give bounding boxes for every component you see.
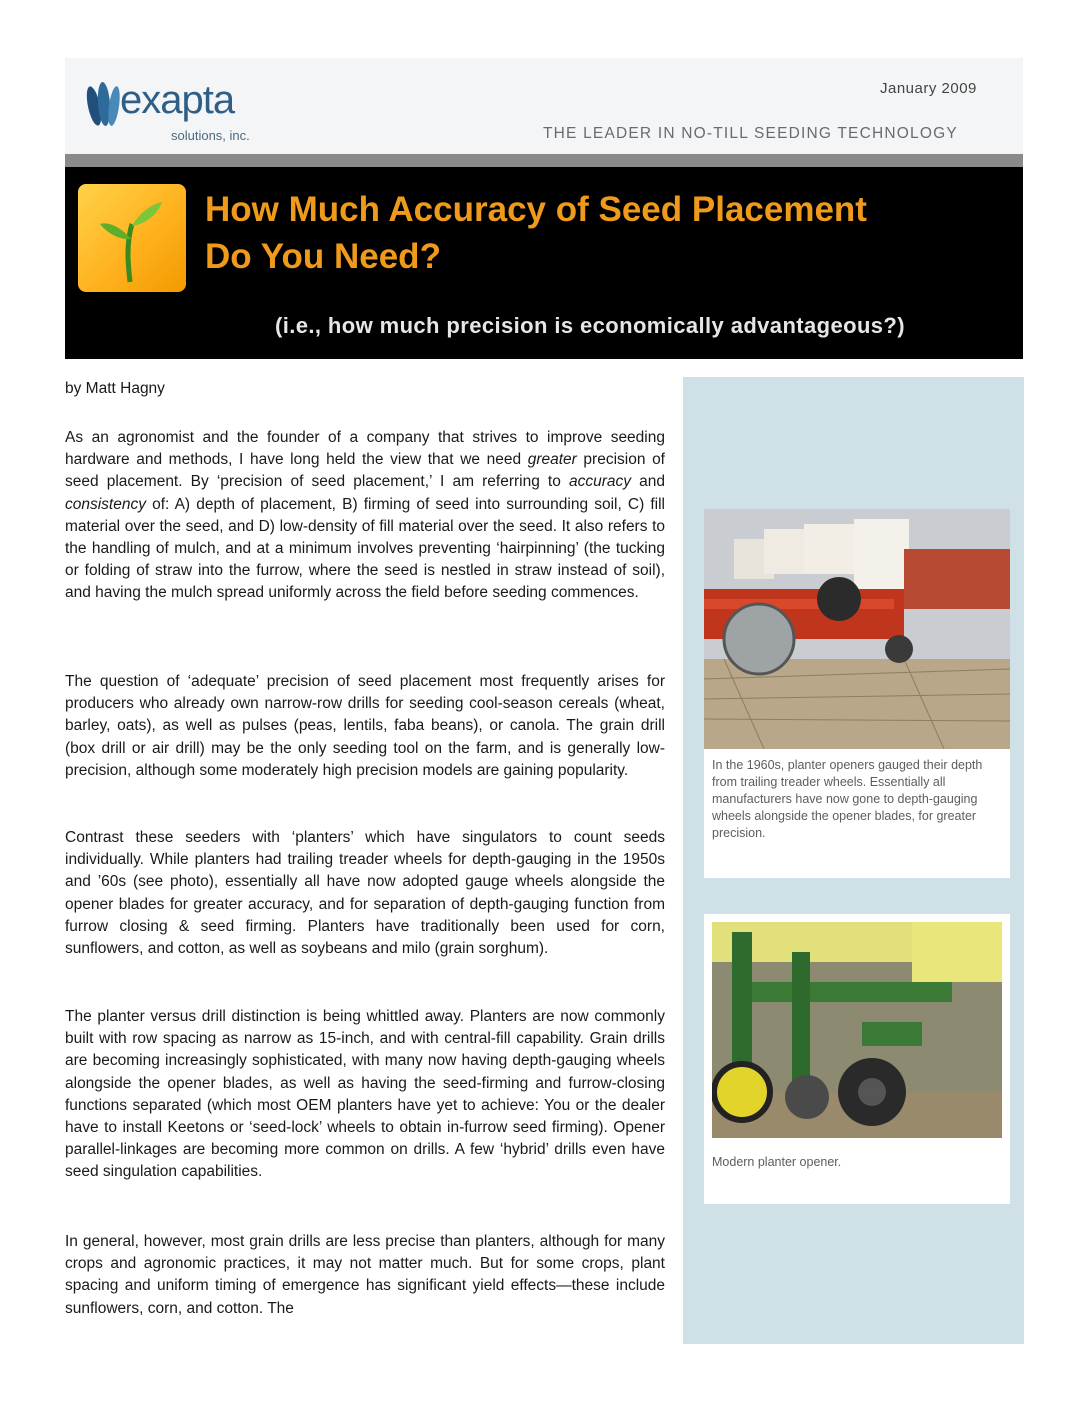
photo-card-modern-opener (704, 914, 1010, 1204)
logo-leaf-icon (84, 82, 122, 127)
photo-caption-1: In the 1960s, planter openers gauged their depth from trailing treader wheels. Essentially all manufacturers have now gone to depth-gauging wheels alongside the opener blades, for greater precision. (712, 758, 983, 840)
p1-text-a: As an agronomist and the founder of a company that strives to improve seeding hardware and methods, I have long held the view that we need (65, 429, 665, 469)
paragraph-1 (65, 427, 665, 605)
p1-emphasis-accuracy: accuracy (568, 473, 632, 491)
p1-emphasis-consistency: consistency (65, 495, 146, 513)
paragraph-4: The planter versus drill distinction is being whittled away. Planters are now commonly built with row spacing as narrow as 15-inch, and with central-fill capability. Grain drills are becoming increasingly sophisticated, with many now having depth-gauging wheels alongside the opener blades, as well as having the seed-firming and furrow-closing functions separated (which most OEM planters have yet to achieve: You or the dealer have to install Keetons or ‘seed-lock’ wheels to obtain in-furrow seed firming). Opener parallel-linkages are becoming more common on drills. A few ‘hybrid’ drills even have seed singulation capabilities. (65, 1008, 665, 1181)
vintage-planter-photo (704, 509, 1010, 749)
sprout-icon (78, 184, 186, 292)
tagline: THE LEADER IN NO-TILL SEEDING TECHNOLOGY (543, 125, 958, 142)
page-title (205, 186, 1005, 280)
logo-wordmark: exapta (120, 78, 235, 122)
paragraph-2: The question of ‘adequate’ precision of seed placement most frequently arises for producers who already own narrow-row drills for seeding cool-season cereals (wheat, barley, oats), as well as pulses (peas, lentils, faba beans), or canola. The grain drill (box drill or air drill) may be the only seeding tool on the farm, and is generally low-precision, although some moderately high precision models are gaining popularity. (65, 673, 665, 779)
modern-opener-photo (712, 922, 1018, 1154)
paragraph-3: Contrast these seeders with ‘planters’ which have singulators to count seeds individually. While planters had trailing treader wheels for depth-gauging in the 1950s and ’60s (see photo), essentially all have now adopted gauge wheels alongside the opener blades for greater accuracy, and for separation of depth-gauging function from furrow closing & seed firming. Planters have traditionally been used for corn, sunflowers, and cotton, as well as soybeans and milo (grain sorghum). (65, 829, 665, 958)
byline: by Matt Hagny (65, 380, 165, 397)
p1-text-g: of: A) depth of placement, B) firming of seed into surrounding soil, C) fill material over the seed, and D) low-density of fill material over the seed. It also refers to the handling of mulch, and at a minimum involves preventing ‘hairpinning’ (the tucking or folding of straw into the furrow, where the seed is nestled in straw instead of soil), and having the mulch spread uniformly across the field before seeding commences. (65, 495, 665, 602)
p1-emphasis-greater: greater (527, 451, 577, 469)
page-subtitle: (i.e., how much precision is economically advantageous?) (275, 313, 905, 338)
photo-caption-2: Modern planter opener. (712, 1155, 842, 1169)
title-line-1: How Much Accuracy of Seed Placement (205, 190, 867, 229)
photo-card-1960s-planter (704, 509, 1010, 878)
logo-subtitle: solutions, inc. (171, 128, 250, 143)
p1-text-e: and (631, 473, 665, 491)
issue-date: January 2009 (880, 80, 977, 97)
p1-text-c: precision of seed placement. By ‘precision of seed placement,’ I am referring to (65, 451, 665, 491)
paragraph-5: In general, however, most grain drills are less precise than planters, although for many crops and agronomic practices, it may not matter much. But for some crops, plant spacing and uniform timing of emergence has significant yield effects—these include sunflowers, corn, and cotton. The (65, 1233, 665, 1317)
title-line-2: Do You Need? (205, 237, 441, 276)
